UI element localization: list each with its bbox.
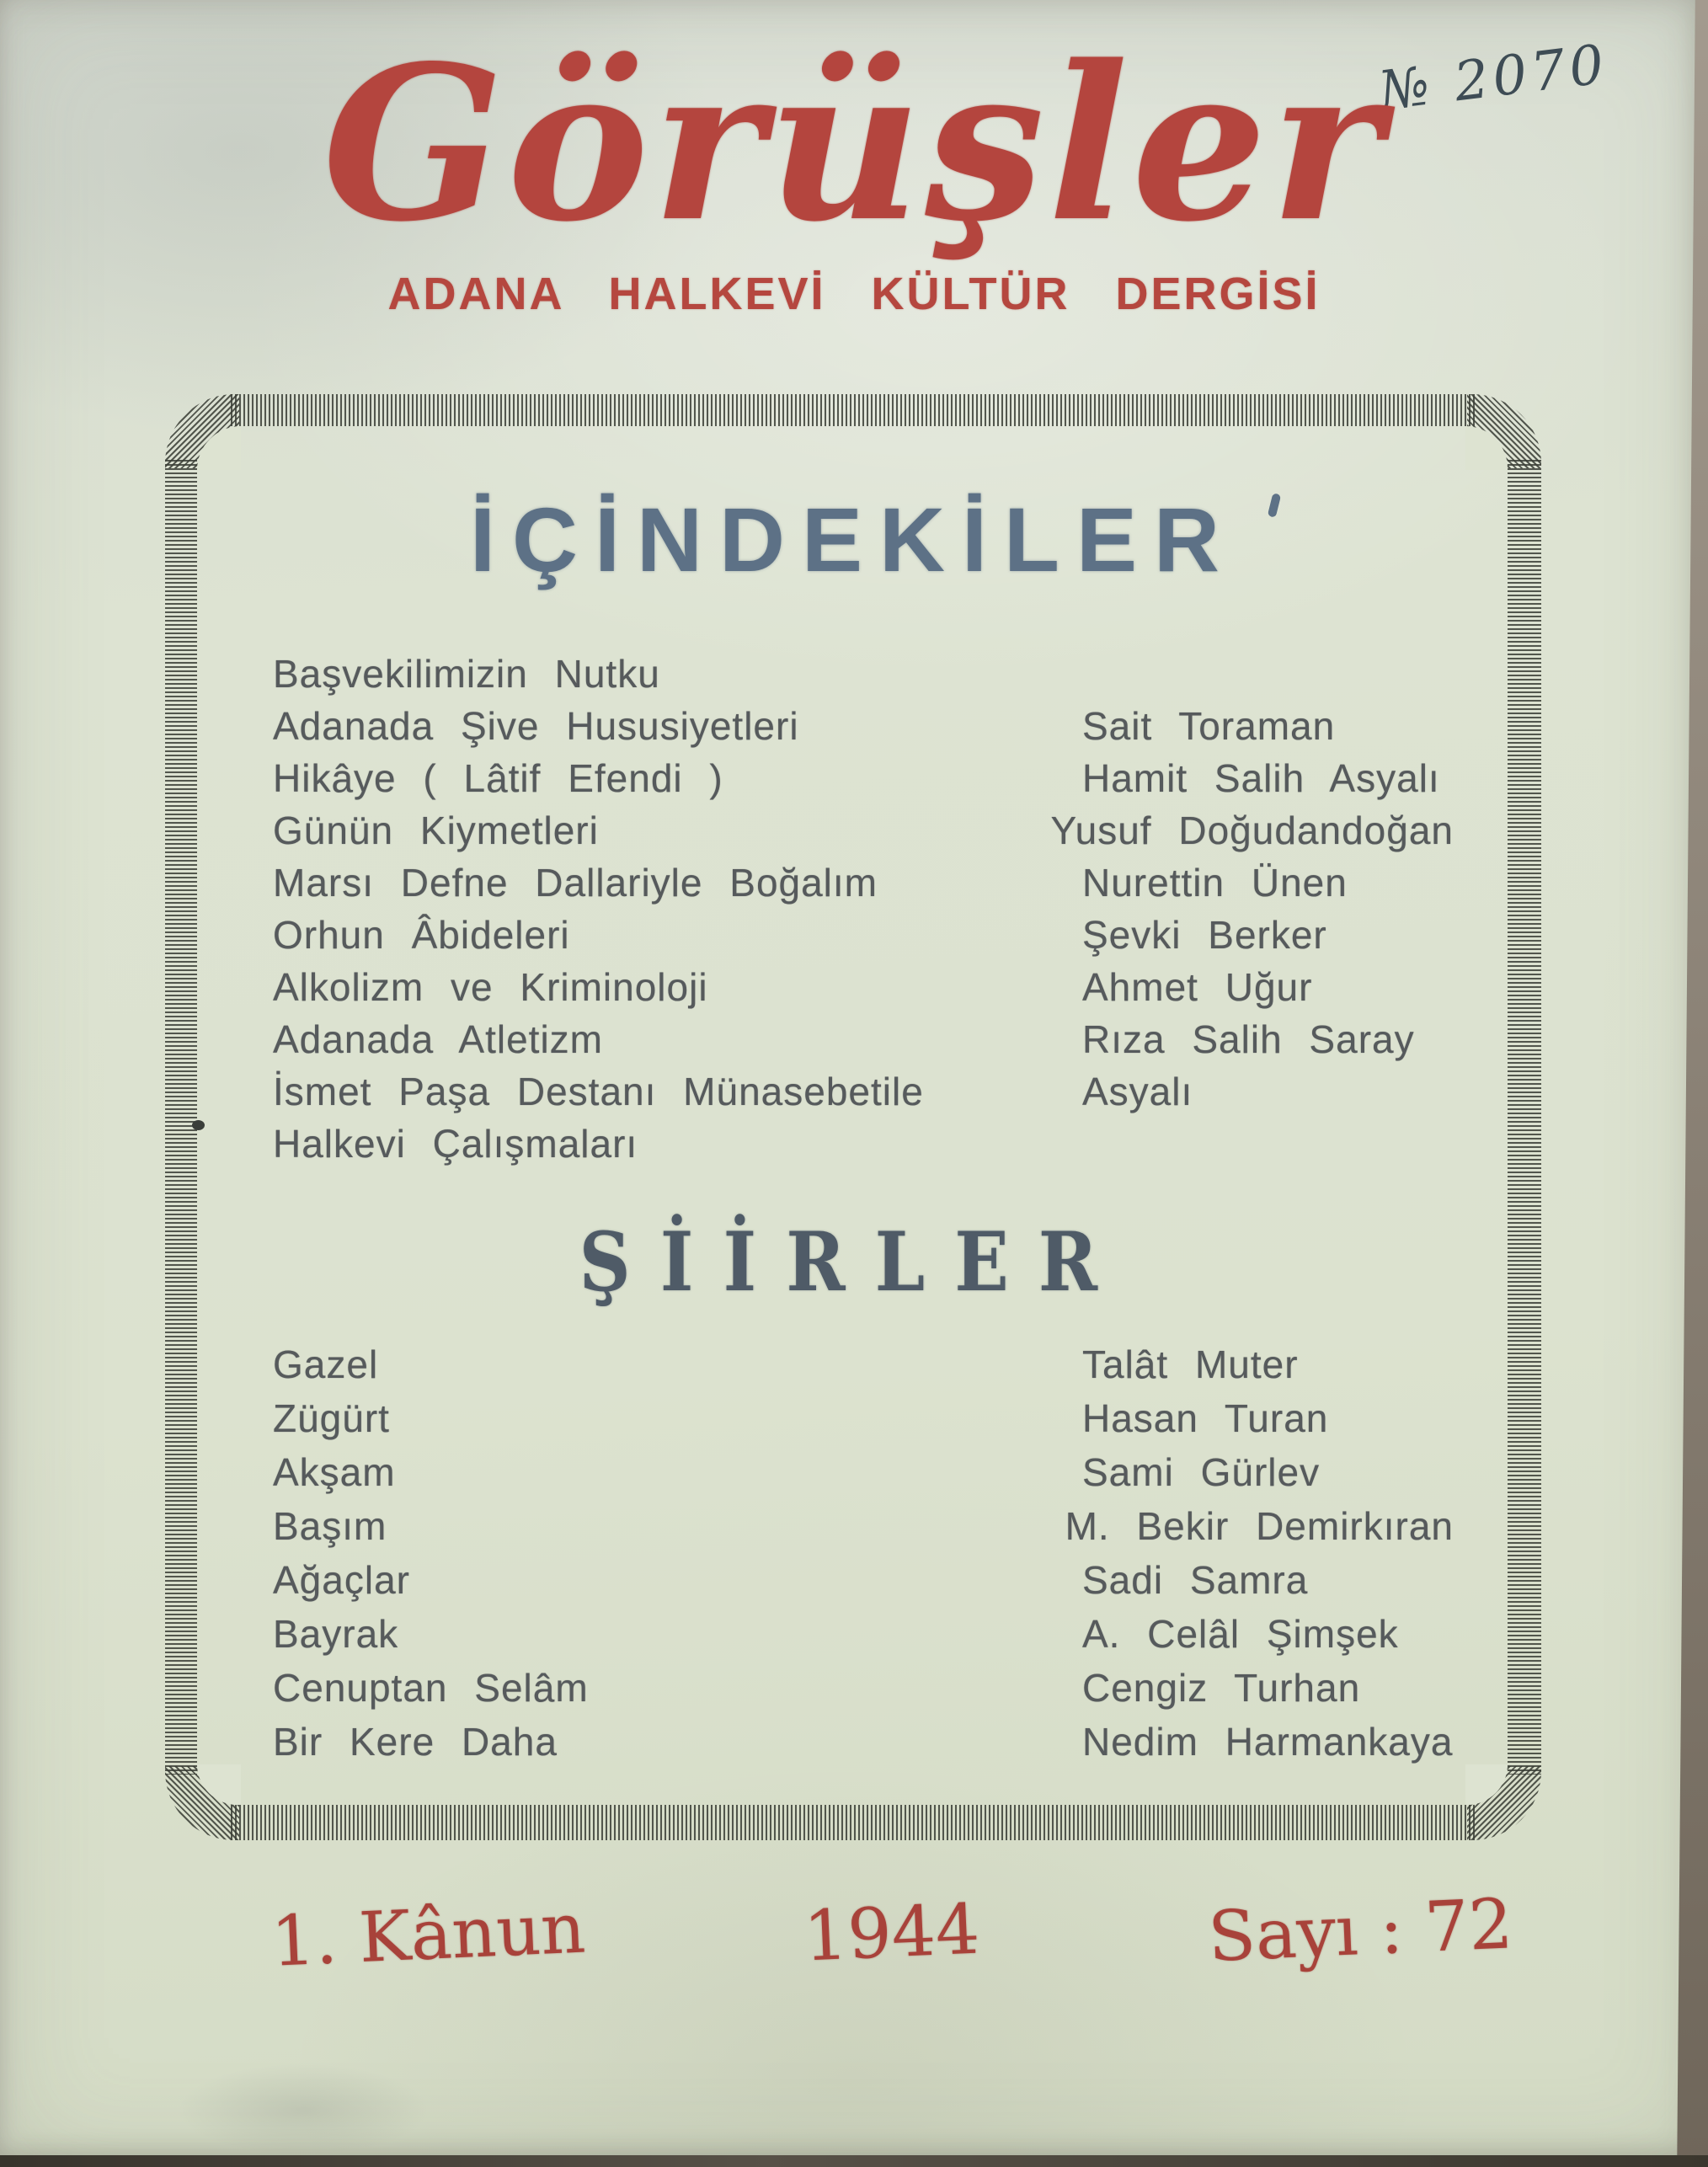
poem-row — [273, 1556, 1454, 1610]
poems-list — [273, 1341, 1454, 1772]
poem-title: Bir Kere Daha — [273, 1720, 558, 1764]
poem-author: Sami Gürlev — [1082, 1450, 1321, 1494]
frame-corner-bottom-right — [1467, 1766, 1541, 1840]
poem-row — [273, 1664, 1454, 1718]
poem-title: Gazel — [273, 1342, 379, 1386]
toc-author: Ahmet Uğur — [1082, 965, 1313, 1009]
frame-border-top — [231, 394, 1476, 426]
poem-row — [273, 1502, 1454, 1556]
toc-author: Yusuf Doğudandoğan — [1050, 809, 1454, 852]
poem-author: M. Bekir Demirkıran — [1065, 1504, 1454, 1548]
scan-smudge — [177, 2063, 430, 2156]
handwritten-issue-number: № 2070 — [1374, 33, 1612, 124]
frame-border-right — [1508, 460, 1541, 1775]
poem-row — [273, 1395, 1454, 1449]
magazine-subtitle: ADANA HALKEVİ KÜLTÜR DERGİSİ — [387, 269, 1321, 319]
toc-title: Orhun Âbideleri — [273, 913, 570, 957]
magazine-title: Görüşler — [323, 19, 1385, 269]
poem-row — [273, 1341, 1454, 1395]
toc-title: İsmet Paşa Destanı Münasebetile — [273, 1070, 924, 1113]
contents-list — [273, 650, 1454, 1172]
toc-row — [273, 650, 1454, 702]
toc-row — [273, 755, 1454, 807]
contents-heading: İÇİNDEKİLER — [469, 488, 1237, 590]
poems-heading: ŞİİRLER — [579, 1214, 1128, 1310]
footer-year: 1944 — [802, 1889, 982, 1978]
toc-row — [273, 1120, 1454, 1172]
toc-row — [273, 963, 1454, 1016]
toc-author: Şevki Berker — [1082, 913, 1327, 957]
poem-author: Hasan Turan — [1082, 1396, 1329, 1440]
toc-title: Günün Kiymetleri — [273, 809, 599, 852]
toc-author: Rıza Salih Saray — [1082, 1017, 1415, 1061]
toc-title: Hikâye ( Lâtif Efendi ) — [273, 756, 723, 800]
toc-author: Sait Toraman — [1082, 704, 1336, 748]
frame-corner-top-left — [165, 394, 239, 468]
poem-row — [273, 1610, 1454, 1664]
toc-title: Adanada Atletizm — [273, 1017, 604, 1061]
toc-row — [273, 859, 1454, 911]
toc-author: Nurettin Ünen — [1082, 861, 1348, 905]
poem-row — [273, 1718, 1454, 1772]
toc-title: Halkevi Çalışmaları — [273, 1122, 638, 1166]
toc-row — [273, 1016, 1454, 1068]
footer-month: 1. Kânun — [270, 1888, 587, 1983]
toc-author: Asyalı — [1082, 1070, 1193, 1113]
toc-title: Başvekilimizin Nutku — [273, 652, 660, 696]
frame-corner-bottom-left — [165, 1766, 239, 1840]
poem-title: Zügürt — [273, 1396, 390, 1440]
scan-background-bottom-edge — [0, 2155, 1708, 2167]
scan-background-right-edge — [1674, 0, 1708, 2167]
toc-row — [273, 702, 1454, 755]
frame-border-bottom — [231, 1805, 1476, 1840]
poem-author: Cengiz Turhan — [1082, 1666, 1361, 1710]
toc-row — [273, 911, 1454, 963]
frame-corner-top-right — [1467, 394, 1541, 468]
toc-author: Hamit Salih Asyalı — [1082, 756, 1440, 800]
poem-author: Talât Muter — [1082, 1342, 1299, 1386]
poem-author: Nedim Harmankaya — [1082, 1720, 1454, 1764]
footer-issue: Sayı : 72 — [1206, 1884, 1514, 1978]
poem-title: Ağaçlar — [273, 1558, 410, 1602]
poem-author: Sadi Samra — [1082, 1558, 1309, 1602]
poem-title: Bayrak — [273, 1612, 399, 1656]
print-artifact-dot — [192, 1120, 205, 1130]
poem-title: Başım — [273, 1504, 387, 1548]
poem-title: Cenuptan Selâm — [273, 1666, 589, 1710]
toc-row — [273, 1068, 1454, 1120]
toc-title: Adanada Şive Hususiyetleri — [273, 704, 799, 748]
footer — [270, 1884, 1514, 1983]
poem-row — [273, 1449, 1454, 1502]
toc-title: Alkolizm ve Kriminoloji — [273, 965, 708, 1009]
poem-author: A. Celâl Şimşek — [1082, 1612, 1399, 1656]
toc-row — [273, 807, 1454, 859]
toc-title: Marsı Defne Dallariyle Boğalım — [273, 861, 878, 905]
frame-border-left — [165, 460, 197, 1775]
poem-title: Akşam — [273, 1450, 396, 1494]
